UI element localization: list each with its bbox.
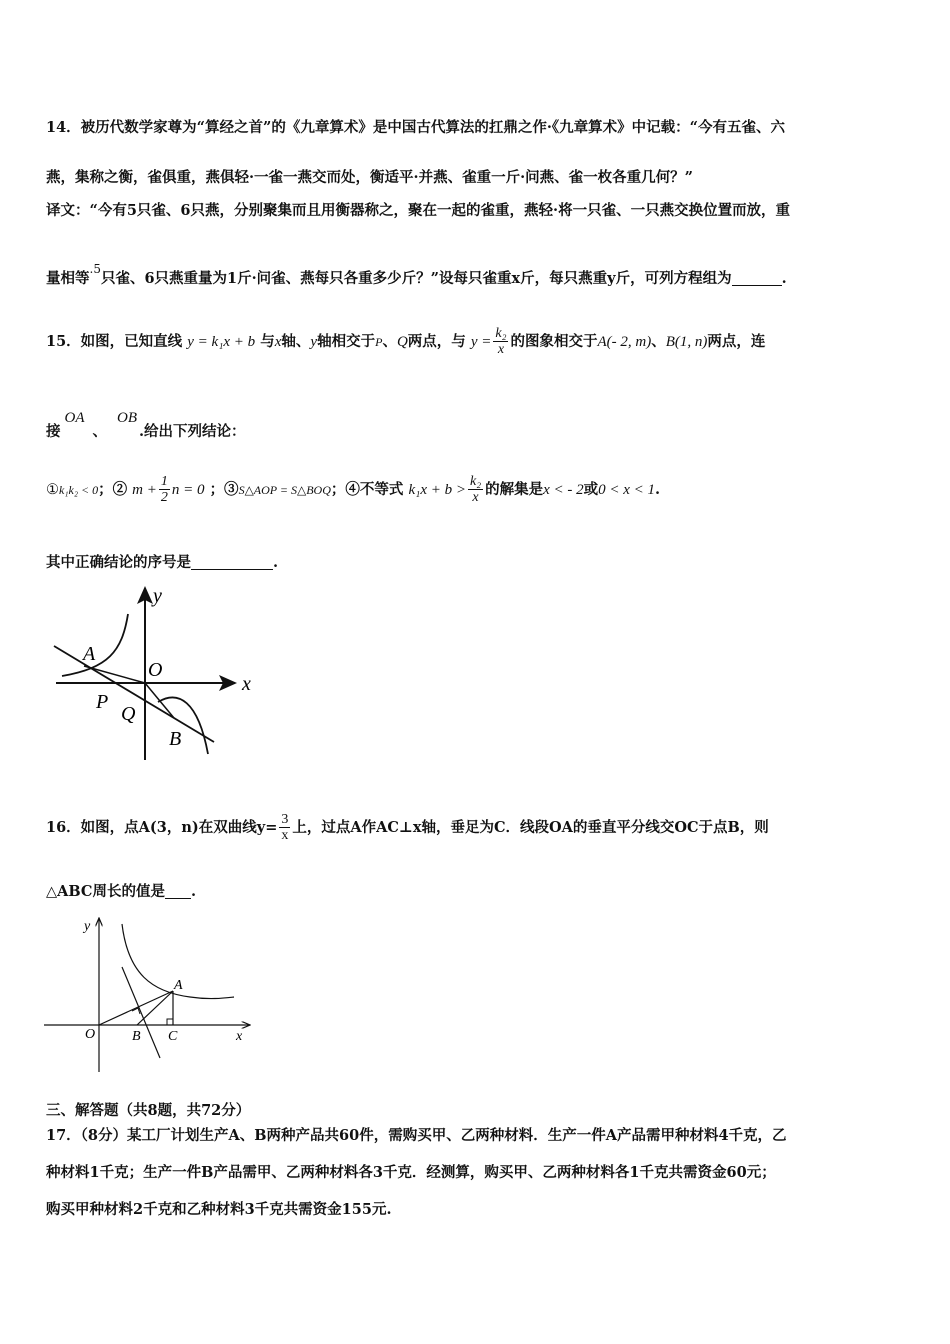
- q15-segment-ob-line: [145, 683, 174, 718]
- q16-num: 3: [281, 812, 289, 827]
- q15-text-two-points: 两点，与: [407, 332, 466, 350]
- q15-line-equation: y = k₁x + b: [187, 333, 256, 350]
- q16-fig-label-b: B: [132, 1029, 141, 1044]
- q15-hyperbola-lhs: y =: [470, 333, 492, 350]
- q15-c4-range2: 0 < x < 1: [598, 481, 656, 498]
- section-3-title: 三、解答题（共8题，共72分）: [46, 1102, 251, 1119]
- q15-line-1: [46, 326, 765, 358]
- q16-segment-oa: [99, 991, 173, 1025]
- q15-text-conclusions: .给出下列结论：: [139, 423, 246, 440]
- q15-text-graph: 的图象相交于: [510, 332, 598, 350]
- q15-segment-oa-line: [84, 666, 145, 683]
- q15-figure: [50, 582, 265, 767]
- q15-c4-den: x: [472, 490, 479, 506]
- q14-line-4-end: .: [781, 270, 787, 287]
- q15-point-a: A(- 2, m): [597, 333, 652, 350]
- q15-x-axis-var: x: [274, 333, 282, 350]
- q16-text-perimeter: △ABC周长的值是: [46, 883, 165, 900]
- q15-fig-label-y: y: [153, 585, 162, 607]
- q15-segment-oa: OA: [64, 410, 85, 426]
- q15-c4-label: ；④不等式: [330, 480, 404, 498]
- q15-fig-label-a: A: [83, 643, 96, 665]
- q15-hyperbola-num: k₂: [495, 326, 507, 341]
- q15-point-q: Q: [396, 333, 408, 350]
- q15-text-sep: 、: [382, 332, 397, 350]
- q15-c3-label: ；③: [209, 480, 239, 498]
- q16-fig-label-y: y: [84, 919, 91, 934]
- q15-text-with: 与: [260, 332, 275, 350]
- q15-hyperbola-den: x: [497, 342, 505, 358]
- q15-fig-label-b: B: [169, 728, 182, 750]
- q15-c2-den: 2: [160, 490, 168, 506]
- q15-fig-label-q: Q: [121, 703, 136, 725]
- q16-answer-blank[interactable]: [165, 884, 191, 899]
- q15-text-intersect: 轴相交于: [317, 332, 376, 350]
- q15-c4-num: k₂: [469, 474, 482, 489]
- q14-line-4-start: 量相等: [46, 270, 90, 287]
- q16-text-rest: 上，过点A作AC⊥x轴，垂足为C．线段OA的垂直平分线交OC于点B，则: [292, 818, 769, 836]
- q15-c4-fraction: [468, 474, 483, 506]
- q16-line-1: [46, 812, 769, 844]
- q15-c2-lhs: m +: [132, 481, 157, 498]
- q16-line-2: [46, 880, 196, 901]
- q16-perpendicular-bisector: [122, 967, 160, 1058]
- q15-c4-end: .: [655, 480, 661, 498]
- q17-line-3: 购买甲种材料2千克和乙种材料3千克共需资金155元.: [46, 1201, 392, 1218]
- q15-line-2: [46, 410, 246, 441]
- q16-fraction: [279, 812, 290, 844]
- q15-intro: 15．如图，已知直线: [46, 332, 183, 350]
- q15-hyperbola-fraction: [493, 326, 508, 358]
- q15-c2-label: ；②: [98, 480, 128, 498]
- q16-fig-label-o: O: [85, 1027, 96, 1042]
- q16-fig-label-a: A: [174, 978, 183, 993]
- q16-figure: [40, 912, 265, 1077]
- q15-text-connect: 两点，连: [707, 332, 766, 350]
- q16-right-angle-c: [167, 1019, 173, 1025]
- q15-c2-rhs: n = 0: [171, 481, 205, 498]
- q15-fig-label-x: x: [242, 673, 251, 695]
- q15-segment-ob: OB: [117, 410, 137, 426]
- q16-text-start: 16．如图，点A(3，n)在双曲线y=: [46, 818, 278, 836]
- q16-fig-label-x: x: [236, 1029, 243, 1044]
- q15-c4-lhs: k₁x + b >: [408, 481, 466, 498]
- q15-c1-expr: k₁k₂ < 0: [59, 482, 99, 497]
- q16-fig-label-c: C: [168, 1029, 178, 1044]
- q15-fig-label-p: P: [96, 691, 109, 713]
- q15-answer-blank[interactable]: [191, 555, 273, 570]
- q14-answer-blank[interactable]: [732, 271, 782, 286]
- q14-line-3: 译文：“今有5只雀、6只燕，分别聚集而且用衡器称之，聚在一起的雀重，燕轻·将一只雀、一只燕交换位置而放，重: [46, 202, 791, 219]
- q15-point-b: B(1, n): [665, 333, 708, 350]
- q15-c2-num: 1: [160, 474, 168, 489]
- q15-answer-prompt: 其中正确结论的序号是: [46, 554, 191, 571]
- q14-line-4-text: 只雀、6只燕重量为1斤·问雀、燕每只各重多少斤？”设每只雀重x斤，每只燕重y斤，可列方程组为: [100, 270, 732, 287]
- q15-text-axis1: 轴、: [281, 332, 311, 350]
- q14-line-2: 燕，集称之衡，雀俱重，燕俱轻·一雀一燕交而处，衡适平·并燕、雀重一斤·问燕、雀一枚各重几何？”: [46, 169, 693, 186]
- q15-hyperbola-branch-lower: [158, 697, 208, 754]
- q15-text-sep3: 、: [92, 423, 107, 440]
- q15-answer-end: .: [273, 554, 279, 571]
- q15-c1-label: ①: [46, 481, 59, 498]
- q15-answer-line: [46, 551, 278, 572]
- q17-line-2: 种材料1千克；生产一件B产品需甲、乙两种材料各3千克．经测算，购买甲、乙两种材料各1千克共需资金60元；: [46, 1164, 776, 1181]
- q14-line-4: [46, 262, 787, 288]
- q16-segment-ab: [137, 991, 173, 1025]
- q15-conclusions-line: [46, 474, 660, 506]
- q16-text-end: .: [190, 883, 197, 900]
- q15-c4-text: 的解集是: [485, 480, 544, 498]
- q14-mark: .5: [89, 262, 101, 276]
- q15-c4-or: 或: [583, 480, 599, 498]
- q15-c4-range1: x < - 2: [543, 481, 584, 498]
- q17-line-1: 17．（8分）某工厂计划生产A、B两种产品共60件，需购买甲、乙两种材料．生产一件A产品需甲种材料4千克，乙: [46, 1127, 787, 1144]
- q15-point-p: P: [375, 334, 383, 349]
- q15-straight-line: [54, 646, 214, 742]
- q16-den: x: [281, 828, 289, 844]
- q15-text-sep2: 、: [651, 332, 666, 350]
- q15-y-axis-var: y: [310, 333, 318, 350]
- q15-c2-fraction: [159, 474, 170, 506]
- q15-text-join: 接: [46, 423, 61, 440]
- q15-c3-expr: S△AOP = S△BOQ: [238, 482, 331, 497]
- q14-line-1: 14．被历代数学家尊为“算经之首”的《九章算术》是中国古代算法的扛鼎之作·《九章算术》中记载：“今有五雀、六: [46, 119, 785, 136]
- q15-fig-label-o: O: [148, 659, 163, 681]
